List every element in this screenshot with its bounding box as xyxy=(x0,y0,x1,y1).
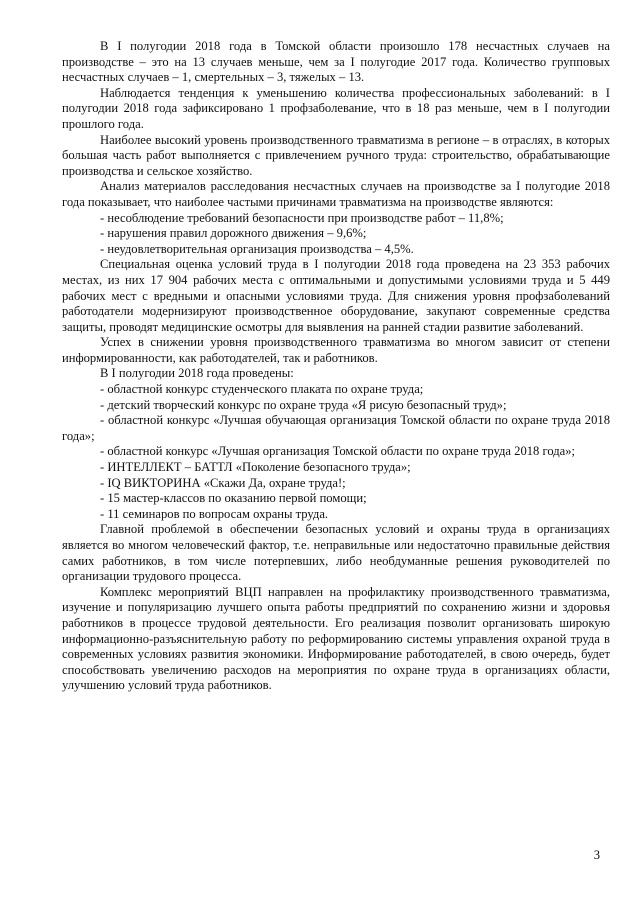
list-item: - неудовлетворительная организация производства – 4,5%. xyxy=(100,241,414,256)
list-item: - областной конкурс студенческого плаката по охране труда; xyxy=(100,382,424,397)
paragraph-analysis: Анализ материалов расследования несчастных случаев на производстве за I полугодие 2018 года показывает, что наиболее частыми причинами травматизма на производстве являются: xyxy=(62,179,610,209)
paragraph-events-intro: В I полугодии 2018 года проведены: xyxy=(100,366,294,381)
list-item: - нарушения правил дорожного движения – 9,6%; xyxy=(100,226,367,241)
list-item: - ИНТЕЛЛЕКТ – БАТТЛ «Поколение безопасного труда»; xyxy=(100,460,411,475)
list-item: - детский творческий конкурс по охране труда «Я рисую безопасный труд»; xyxy=(100,397,507,412)
document-page xyxy=(62,39,610,694)
page-number: 3 xyxy=(593,848,600,862)
paragraph-occupational-diseases: Наблюдается тенденция к уменьшению количества профессиональных заболеваний: в I полугодии 2018 года зафиксировано 1 профзаболевание, что в 18 раз меньше, чем в I полугодии прошлого года. xyxy=(62,85,610,131)
list-item: - несоблюдение требований безопасности при производстве работ – 11,8%; xyxy=(100,210,504,225)
paragraph-special-assessment: Специальная оценка условий труда в I полугодии 2018 года проведена на 23 353 рабочих местах, из них 17 904 рабочих места с оптимальными и допустимыми условиями труда и 5 449 рабочих мест с вредными и опасными условиями труда. Для снижения уровня профзаболеваний работодатели модернизируют производственное оборудование, закупают современные средства защиты, проводят медицинские осмотры для выявления на ранней стадии развитие заболеваний. xyxy=(62,257,610,334)
paragraph-program-measures: Комплекс мероприятий ВЦП направлен на профилактику производственного травматизма, изучение и популяризацию лучшего опыта работы предприятий по сохранению жизни и здоровья работников в процессе трудовой деятельности. Его реализация позволит организовать широкую информационно-разъяснительную работу по реформированию системы управления охраной труда в современных условиях развития экономики. Информирование работодателей, в свою очередь, будет способствовать увеличению расходов на мероприятия по охране труда в организациях области, улучшению условий труда работников. xyxy=(62,584,610,693)
list-item: - областной конкурс «Лучшая обучающая организация Томской области по охране труда 2018 года»; xyxy=(62,413,610,443)
paragraph-industries: Наиболее высокий уровень производственного травматизма в регионе – в отраслях, в которых большая часть работ выполняется с привлечением ручного труда: строительство, обрабатывающие производства и сельское хозяйство. xyxy=(62,132,610,178)
paragraph-accidents: В I полугодии 2018 года в Томской области произошло 178 несчастных случаев на производстве – это на 13 случаев меньше, чем за I полугодие 2017 года. Количество групповых несчастных случаев – 1, смертельных – 3, тяжелых – 13. xyxy=(62,39,610,85)
list-item: - IQ ВИКТОРИНА «Скажи Да, охране труда!; xyxy=(100,475,346,490)
paragraph-awareness: Успех в снижении уровня производственного травматизма во многом зависит от степени информированности, как работодателей, так и работников. xyxy=(62,335,610,365)
list-item: - 11 семинаров по вопросам охраны труда. xyxy=(100,506,329,521)
events-list xyxy=(62,382,610,522)
causes-list xyxy=(62,211,610,258)
list-item: - областной конкурс «Лучшая организация Томской области по охране труда 2018 года»; xyxy=(100,444,576,459)
paragraph-human-factor: Главной проблемой в обеспечении безопасных условий и охраны труда в организациях является во многом человеческий фактор, т.е. неправильные или недостаточно правильные действия самих работников, в том числе потерпевших, либо необдуманные решения руководителей по организации трудового процесса. xyxy=(62,522,610,584)
list-item: - 15 мастер-классов по оказанию первой помощи; xyxy=(100,491,367,506)
